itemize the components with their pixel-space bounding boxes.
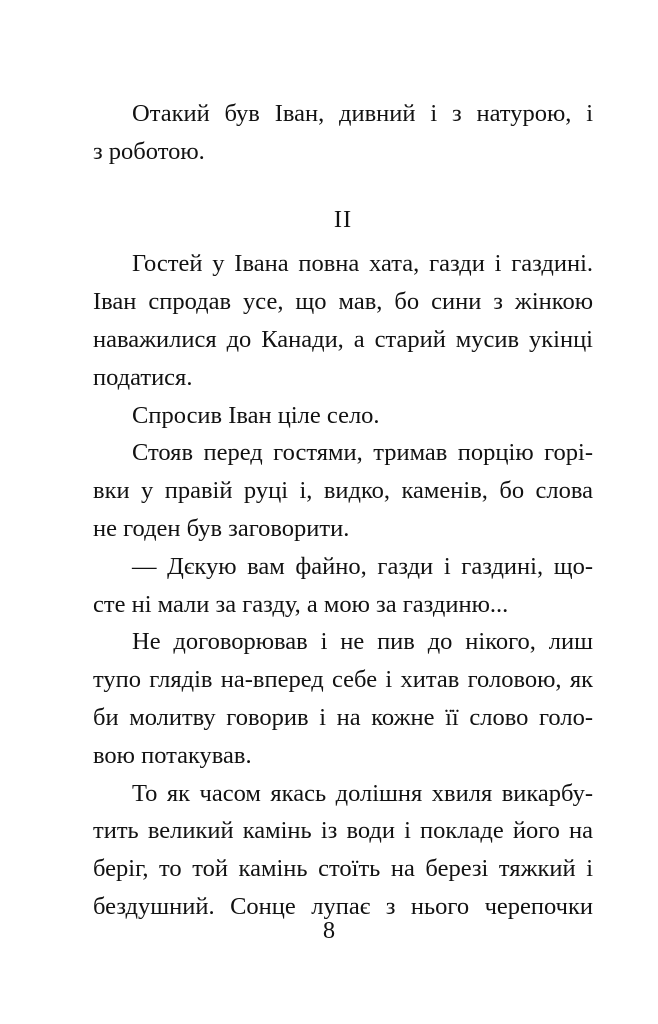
text-line: з роботою.	[93, 137, 205, 165]
text-line: Отакий був Іван, дивний і з натурою, і	[132, 100, 593, 127]
chapter-heading: II	[333, 205, 353, 233]
page-number: 8	[322, 917, 336, 944]
text-line: тупо глядів на-вперед себе і хитав головою, як	[93, 666, 593, 694]
text-line: би молитву говорив і на кожне її слово голо-	[93, 703, 593, 731]
paragraph	[93, 775, 593, 926]
paragraph	[93, 245, 593, 396]
text-line: сте ні мали за газду, а мою за газдиню...	[93, 590, 509, 618]
paragraph	[93, 548, 593, 624]
text-line: наважилися до Канади, а старий мусив укінці	[93, 325, 593, 353]
paragraph	[93, 397, 593, 435]
text-line: Гостей у Івана повна хата, газди і газдині.	[132, 250, 593, 278]
text-line: Стояв перед гостями, тримав порцію горі-	[132, 439, 593, 467]
text-line: То як часом якась долішня хвиля викарбу-	[132, 779, 593, 807]
text-line: беріг, то той камінь стоїть на березі тяжкий і	[93, 855, 593, 883]
page-text	[93, 95, 593, 926]
text-line: Не договорював і не пив до нікого, лиш	[132, 628, 593, 656]
text-line: — Дєкую вам файно, газди і газдині, що-	[132, 552, 593, 580]
text-line: Спросив Іван ціле село.	[132, 401, 380, 429]
text-line: бездушний. Сонце лупає з нього черепочки	[93, 892, 593, 920]
text-line: вки у правій руці і, видко, каменів, бо слова	[93, 477, 593, 505]
text-line: Іван спродав усе, що мав, бо сини з жінкою	[93, 288, 593, 316]
paragraph	[93, 95, 593, 171]
text-line: тить великий камінь із води і покладе його на	[93, 817, 593, 845]
text-line: податися.	[93, 363, 193, 391]
paragraph	[93, 434, 593, 547]
paragraph	[93, 623, 593, 774]
text-line: не годен був заговорити.	[93, 514, 350, 542]
text-line: вою потакував.	[93, 741, 252, 769]
